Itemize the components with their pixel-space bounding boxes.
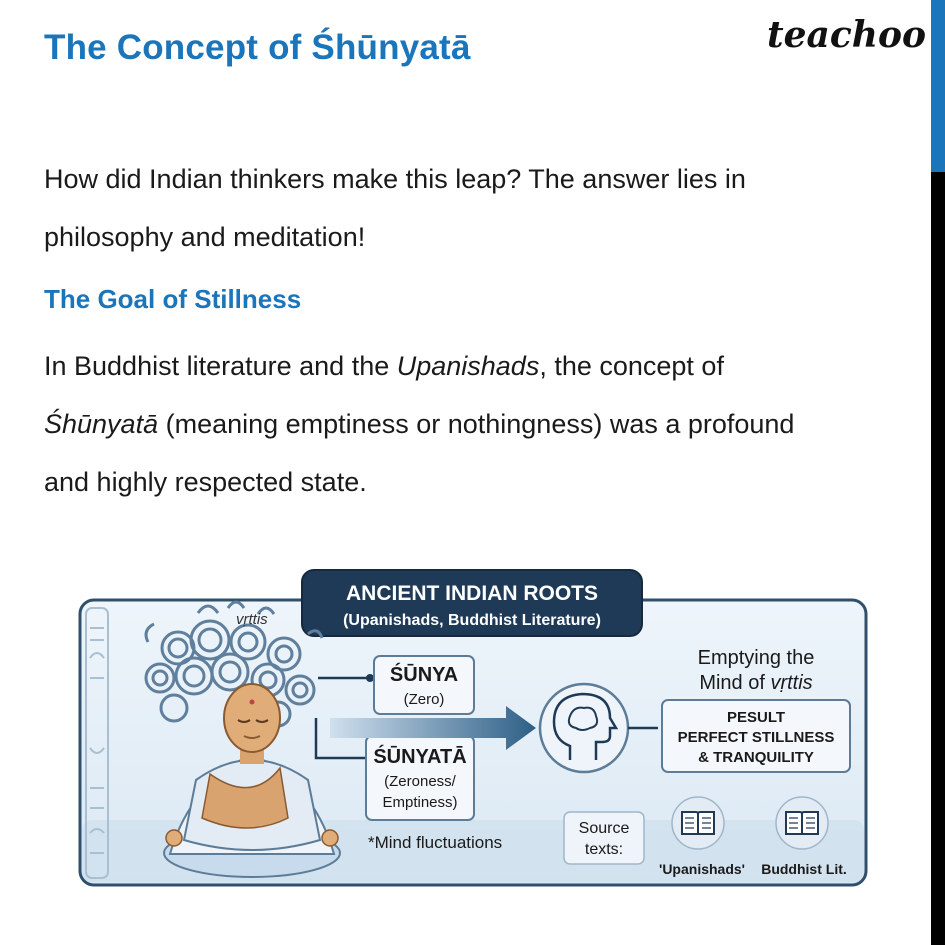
result-line-3: & TRANQUILITY	[698, 749, 814, 766]
teachoo-logo[interactable]: teachoo	[767, 14, 926, 56]
p2-text-a: In Buddhist literature and the	[44, 351, 397, 381]
book-buddhist-label: Buddhist Lit.	[761, 861, 847, 877]
intro-paragraph	[44, 150, 904, 266]
section-heading: The Goal of Stillness	[44, 284, 302, 314]
source-label-2: texts:	[584, 841, 624, 858]
book-upanishads-label: 'Upanishads'	[658, 861, 746, 877]
banner-title: ANCIENT INDIAN ROOTS	[346, 582, 598, 605]
p2-text-d: and highly respected state.	[44, 467, 367, 497]
result-line-1: PESULT	[726, 709, 786, 726]
book-buddhist-lit-icon	[776, 797, 828, 849]
sunya-subtitle: (Zero)	[403, 691, 445, 708]
intro-line-2: philosophy and meditation!	[44, 222, 366, 252]
result-line-2: PERFECT STILLNESS	[677, 729, 835, 746]
scrollbar-thumb[interactable]	[931, 0, 945, 172]
sunyata-title: ŚŪNYATĀ	[373, 746, 467, 768]
p2-text-b: , the concept of	[539, 351, 724, 381]
intro-line-1: How did Indian thinkers make this leap? The answer lies in	[44, 164, 746, 194]
p2-italic-upanishads: Upanishads	[396, 351, 540, 381]
banner-subtitle: (Upanishads, Buddhist Literature)	[343, 612, 601, 629]
sunya-title: ŚŪNYA	[389, 664, 459, 686]
page-title: The Concept of Śhūnyatā	[44, 28, 471, 67]
sunyata-subtitle-1: (Zeroness/	[384, 773, 456, 790]
source-label-1: Source	[578, 820, 630, 837]
emptying-line-2-vrttis: vṛttis	[770, 672, 813, 694]
body-paragraph	[44, 337, 904, 511]
ancient-roots-infographic	[78, 568, 868, 888]
p2-text-c: (meaning emptiness or nothingness) was a profound	[158, 409, 795, 439]
sunyata-subtitle-2: Emptiness)	[382, 794, 458, 811]
book-upanishads-icon	[672, 797, 724, 849]
emptying-line-1: Emptying the	[697, 647, 815, 669]
vrttis-label: vṛttis	[236, 611, 268, 628]
emptying-line-2-prefix: Mind of	[699, 672, 771, 694]
mind-fluctuations-note: *Mind fluctuations	[368, 833, 503, 852]
p2-italic-shunyata: Śhūnyatā	[44, 409, 159, 439]
emptying-line-2	[699, 672, 812, 694]
